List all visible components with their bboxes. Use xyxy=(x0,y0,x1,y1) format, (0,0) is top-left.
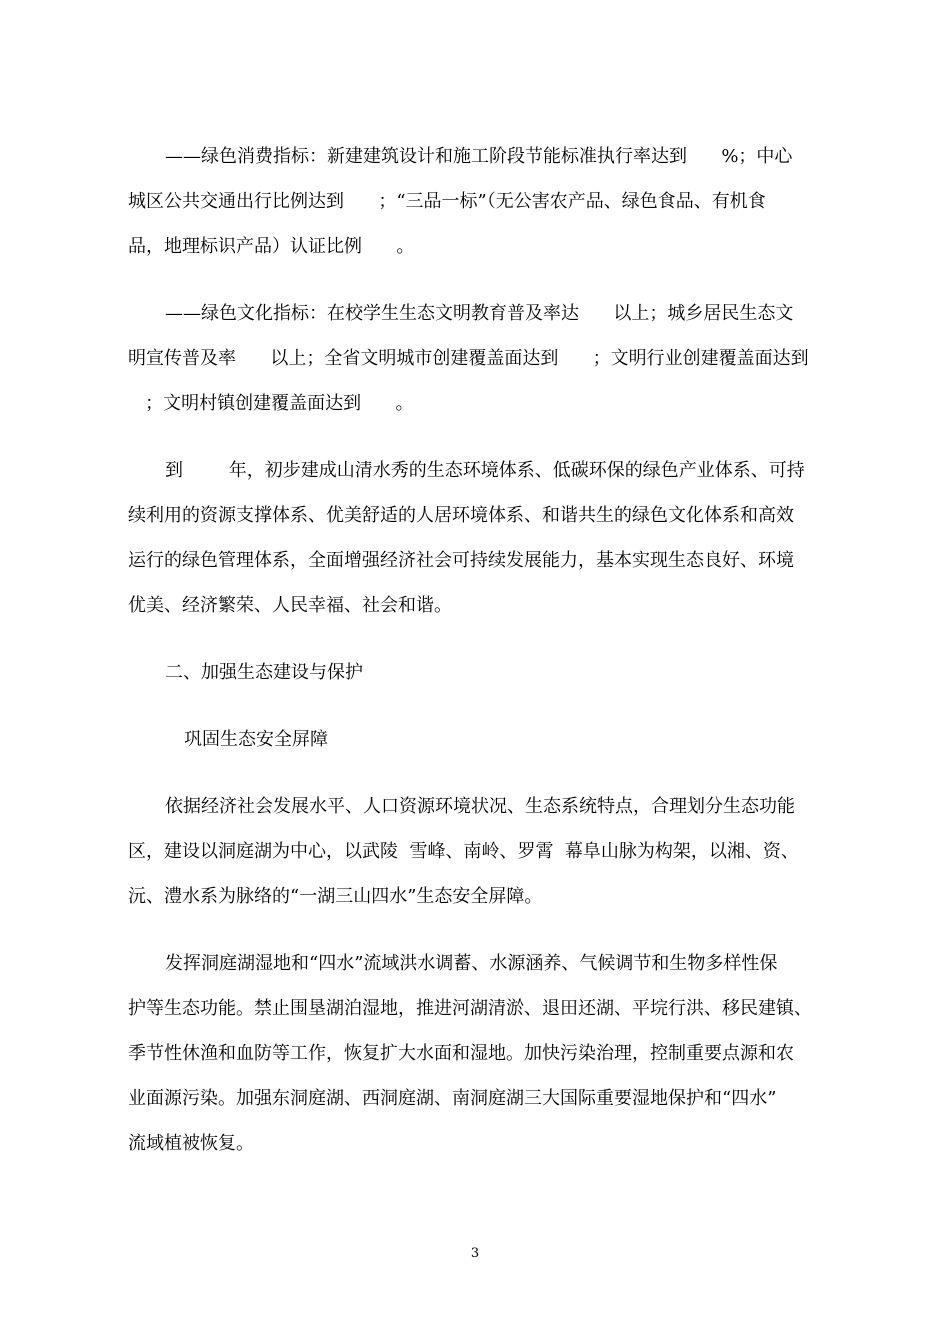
paragraph-line: 流域植被恢复。 xyxy=(128,1133,254,1154)
paragraph-line: ——绿色消费指标：新建建筑设计和施工阶段节能标准执行率达到 %；中心 xyxy=(165,146,793,167)
paragraph-line: 发挥洞庭湖湿地和“四水”流域洪水调蓄、水源涵养、气候调节和生物多样性保 xyxy=(165,953,778,974)
paragraph-line: 优美、经济繁荣、人民幸福、社会和谐。 xyxy=(128,595,452,616)
paragraph-line: 运行的绿色管理体系，全面增强经济社会可持续发展能力，基本实现生态良好、环境 xyxy=(128,550,794,571)
paragraph-line: ——绿色文化指标：在校学生生态文明教育普及率达 以上；城乡居民生态文 xyxy=(165,303,794,324)
paragraph-line: 城区公共交通出行比例达到 ；“三品一标”（无公害农产品、绿色食品、有机食 xyxy=(128,191,766,212)
paragraph-line: 护等生态功能。禁止围垦湖泊湿地，推进河湖清淤、退田还湖、平垸行洪、移民建镇、 xyxy=(128,998,812,1019)
paragraph-line: 沅、澧水系为脉络的“一湖三山四水”生态安全屏障。 xyxy=(128,886,543,907)
paragraph-line: 品，地理标识产品）认证比例 。 xyxy=(128,236,415,257)
paragraph-line: 季节性休渔和血防等工作，恢复扩大水面和湿地。加快污染治理，控制重要点源和农 xyxy=(128,1043,794,1064)
paragraph-line: 区，建设以洞庭湖为中心，以武陵 雪峰、南岭、罗霄 幕阜山脉为构架，以湘、资、 xyxy=(128,841,799,862)
paragraph-line: 依据经济社会发展水平、人口资源环境状况、生态系统特点，合理划分生态功能 xyxy=(165,796,795,817)
subsection-heading: 巩固生态安全屏障 xyxy=(184,729,328,750)
paragraph-line: 续利用的资源支撑体系、优美舒适的人居环境体系、和谐共生的绿色文化体系和高效 xyxy=(128,505,794,526)
paragraph-line: ；文明村镇创建覆盖面达到 。 xyxy=(128,393,414,414)
paragraph-line: 到 年，初步建成山清水秀的生态环境体系、低碳环保的绿色产业体系、可持 xyxy=(165,460,805,481)
page-number: 3 xyxy=(470,1246,480,1261)
paragraph-line: 业面源污染。加强东洞庭湖、西洞庭湖、南洞庭湖三大国际重要湿地保护和“四水” xyxy=(128,1088,777,1109)
paragraph-line: 明宣传普及率 以上；全省文明城市创建覆盖面达到 ；文明行业创建覆盖面达到 xyxy=(128,348,809,369)
section-heading: 二、加强生态建设与保护 xyxy=(165,662,363,683)
